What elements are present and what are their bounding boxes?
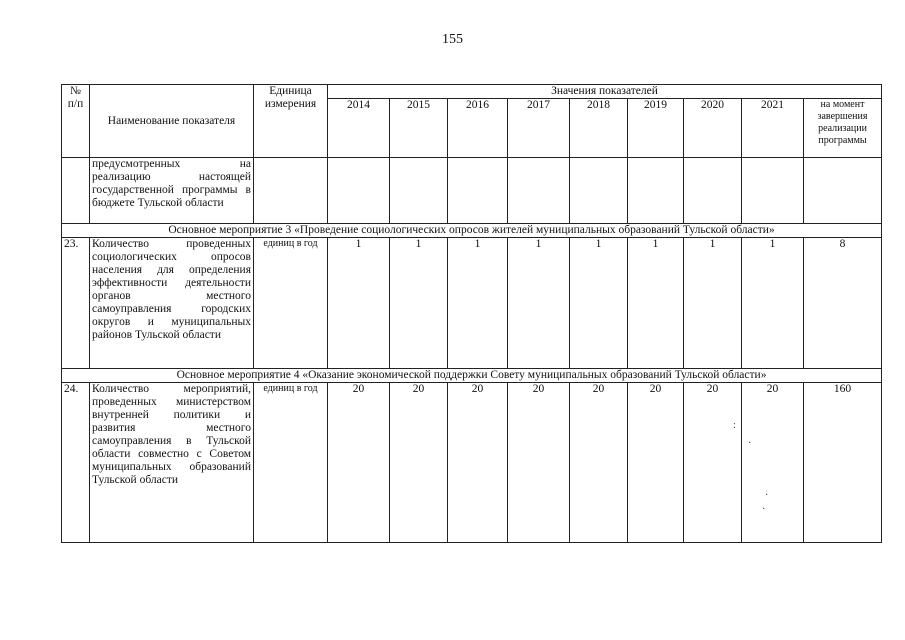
row-final: 8 xyxy=(804,238,882,369)
row-name: Количество мероприятий, проведенных министерством внутренней политики и развития местного самоуправления в Тульской области совместно с Советом муниципальных образований Тульской области xyxy=(90,383,254,543)
continuation-num xyxy=(62,158,90,224)
empty-cell xyxy=(328,158,390,224)
header-year: 2020 xyxy=(684,99,742,158)
continuation-row xyxy=(62,158,882,224)
indicator-row xyxy=(62,383,882,543)
scan-speck: · xyxy=(762,504,766,515)
page-number: 155 xyxy=(442,32,463,47)
row-value: 1 xyxy=(328,238,390,369)
header-year: 2015 xyxy=(390,99,448,158)
row-value: 20 xyxy=(742,383,804,543)
empty-cell xyxy=(628,158,684,224)
row-final: 160 xyxy=(804,383,882,543)
header-year: 2018 xyxy=(570,99,628,158)
header-num xyxy=(62,85,90,158)
scan-speck: : xyxy=(733,420,736,431)
empty-cell xyxy=(742,158,804,224)
empty-cell xyxy=(570,158,628,224)
section-title: Основное мероприятие 4 «Оказание экономической поддержки Совету муниципальных образований Тульской области» xyxy=(62,369,882,383)
scan-speck: · xyxy=(748,438,752,449)
header-name-text: Наименование показателя xyxy=(107,114,236,127)
continuation-unit xyxy=(254,158,328,224)
row-value: 1 xyxy=(508,238,570,369)
header-year: 2019 xyxy=(628,99,684,158)
row-value: 20 xyxy=(628,383,684,543)
row-value: 20 xyxy=(448,383,508,543)
section-row xyxy=(62,369,882,383)
section-row xyxy=(62,224,882,238)
row-value: 20 xyxy=(390,383,448,543)
row-value: 1 xyxy=(448,238,508,369)
row-value: 20 xyxy=(570,383,628,543)
row-value: 20 xyxy=(508,383,570,543)
empty-cell xyxy=(448,158,508,224)
header-year: 2014 xyxy=(328,99,390,158)
continuation-name: предусмотренных на реализацию настоящей государственной программы в бюджете Тульской области xyxy=(90,158,254,224)
scan-speck: · xyxy=(765,490,769,501)
row-num: 24. xyxy=(62,383,90,543)
row-value: 1 xyxy=(390,238,448,369)
header-name xyxy=(90,85,254,158)
row-value: 1 xyxy=(684,238,742,369)
row-value: 1 xyxy=(628,238,684,369)
row-unit: единиц в год xyxy=(254,383,328,543)
empty-cell xyxy=(390,158,448,224)
row-value: 1 xyxy=(742,238,804,369)
header-num-top: № xyxy=(70,85,81,97)
header-year: 2017 xyxy=(508,99,570,158)
empty-cell xyxy=(804,158,882,224)
empty-cell xyxy=(508,158,570,224)
header-values-group: Значения показателей xyxy=(328,85,882,99)
row-value: 20 xyxy=(328,383,390,543)
row-num: 23. xyxy=(62,238,90,369)
row-unit: единиц в год xyxy=(254,238,328,369)
header-final: на момент завершения реализации программы xyxy=(804,99,882,158)
header-unit xyxy=(254,85,328,158)
header-unit-bottom: измерения xyxy=(264,98,317,110)
header-row-top xyxy=(62,85,882,99)
section-title: Основное мероприятие 3 «Проведение социологических опросов жителей муниципальных образований Тульской области» xyxy=(62,224,882,238)
empty-cell xyxy=(684,158,742,224)
header-year: 2016 xyxy=(448,99,508,158)
header-unit-top: Единица xyxy=(269,85,312,97)
indicator-row xyxy=(62,238,882,369)
header-num-bottom: п/п xyxy=(67,98,84,110)
row-value: 1 xyxy=(570,238,628,369)
row-name: Количество проведенных социологических опросов населения для определения эффективности деятельности органов местного самоуправления городских округов и муниципальных районов Тульской области xyxy=(90,238,254,369)
indicators-table xyxy=(61,84,882,543)
header-year: 2021 xyxy=(742,99,804,158)
row-value: 20 xyxy=(684,383,742,543)
